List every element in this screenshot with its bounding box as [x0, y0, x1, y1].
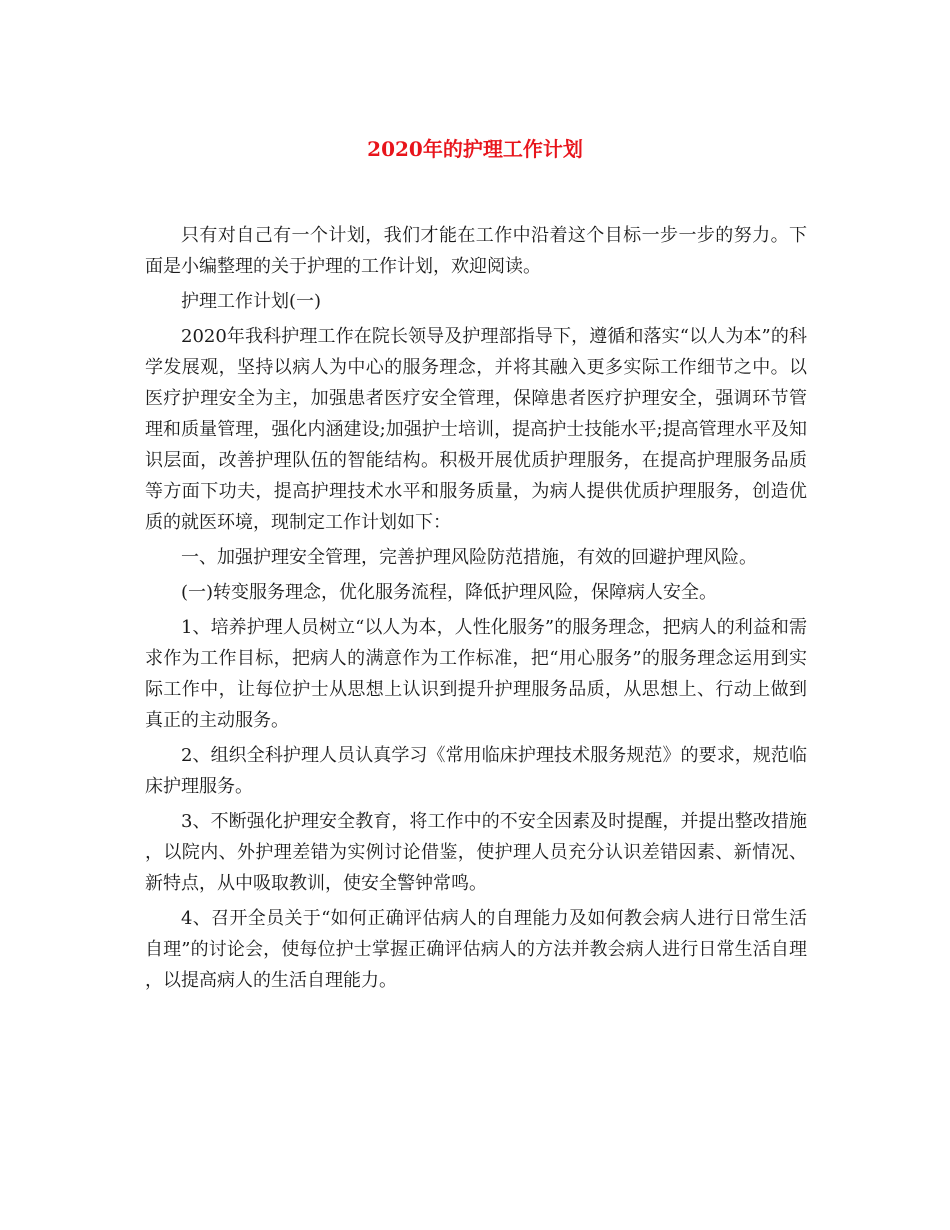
subsection-heading-service: (一)转变服务理念，优化服务流程，降低护理风险，保障病人安全。	[181, 582, 718, 603]
section-heading-safety: 一、加强护理安全管理，完善护理风险防范措施，有效的回避护理风险。	[181, 547, 757, 568]
section-heading-plan-one: 护理工作计划(一)	[181, 291, 322, 312]
list-item-1: 1、培养护理人员树立“以人为本，人性化服务”的服务理念，把病人的利益和需求作为工作目标，把病人的满意作为工作标准，把“用心服务”的服务理念运用到实际工作中，让每位护士从思想上认识到提升护理服务品质，从思想上、行动上做到真正的主动服务。	[145, 617, 807, 731]
document-body	[145, 220, 807, 1000]
list-item-2: 2、组织全科护理人员认真学习《常用临床护理技术服务规范》的要求，规范临床护理服务。	[145, 745, 807, 797]
list-item-4: 4、召开全员关于“如何正确评估病人的自理能力及如何教会病人进行日常生活自理”的讨论会，使每位护士掌握正确评估病人的方法并教会病人进行日常生活自理，以提高病人的生活自理能力。	[145, 908, 807, 991]
document-title: 2020年的护理工作计划	[367, 137, 583, 161]
list-item-3: 3、不断强化护理安全教育，将工作中的不安全因素及时提醒，并提出整改措施，以院内、外护理差错为实例讨论借鉴，使护理人员充分认识差错因素、新情况、新特点，从中吸取教训，使安全警钟常鸣。	[145, 811, 807, 894]
paragraph-intro: 只有对自己有一个计划，我们才能在工作中沿着这个目标一步一步的努力。下面是小编整理的关于护理的工作计划，欢迎阅读。	[145, 225, 807, 277]
paragraph-overview: 2020年我科护理工作在院长领导及护理部指导下，遵循和落实“以人为本”的科学发展观，坚持以病人为中心的服务理念，并将其融入更多实际工作细节之中。以医疗护理安全为主，加强患者医疗安全管理，保障患者医疗护理安全，强调环节管理和质量管理，强化内涵建设;加强护士培训，提高护士技能水平;提高管理水平及知识层面，改善护理队伍的智能结构。积极开展优质护理服务，在提高护理服务品质等方面下功夫，提高护理技术水平和服务质量，为病人提供优质护理服务，创造优质的就医环境，现制定工作计划如下：	[145, 326, 807, 533]
